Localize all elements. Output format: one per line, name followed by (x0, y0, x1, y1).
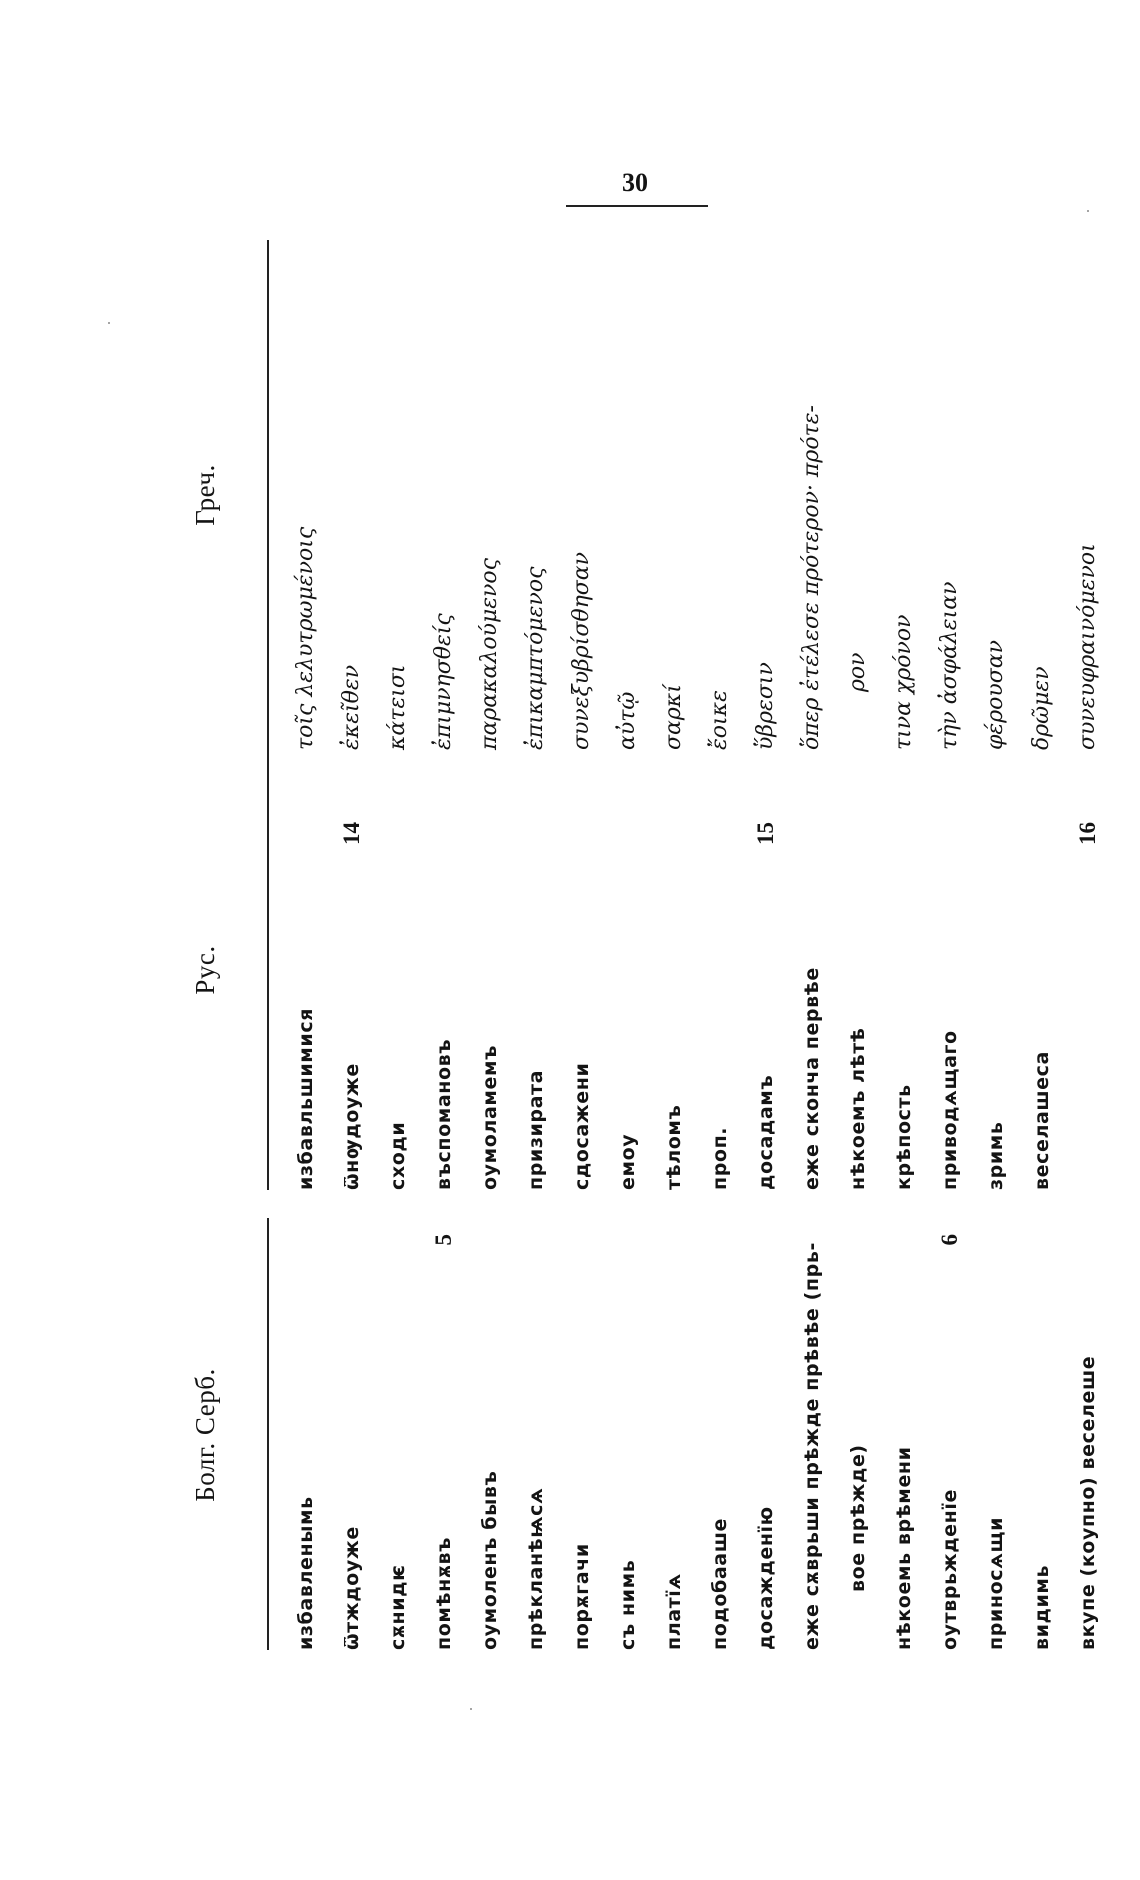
entry-text: ὅπερ ἐτέλεσε πρότερον· πρότε- (799, 405, 824, 750)
table-row (697, 240, 743, 750)
header-rule-greek (267, 240, 269, 750)
table-row (651, 1220, 697, 1650)
entry-text: оумоленъ бывъ (479, 1470, 501, 1650)
entry-text: досажденїю (755, 1506, 777, 1650)
table-row (881, 240, 927, 750)
entry-text: нѣкоемь врѣмени (893, 1446, 915, 1650)
table-row (467, 1220, 513, 1650)
table-row (651, 240, 697, 750)
table-row (605, 1220, 651, 1650)
entry-text: оумоламемъ (479, 1045, 501, 1190)
entry-text: ѿнѹдоуже (341, 1063, 363, 1190)
entry-text: емоу (617, 1133, 639, 1190)
entry-text: нѣкоемъ лѣтѣ (847, 1027, 869, 1190)
header-rule-bulgarian-serbian (267, 1218, 269, 1650)
table-row (421, 1220, 467, 1650)
column-header-greek: Греч. (190, 464, 220, 526)
rotated-comparison-table (190, 240, 1140, 1650)
entry-text: прѣкланѣѩсѧ (525, 1487, 547, 1650)
table-row (329, 750, 375, 1190)
table-row (651, 750, 697, 1190)
entry-text: κάτεισι (385, 664, 410, 750)
table-row (973, 1220, 1019, 1650)
entry-text: платїѧ (663, 1573, 685, 1650)
table-row (789, 240, 881, 750)
verse-number: 15 (753, 822, 778, 845)
rows-greek (283, 240, 1111, 845)
table-row (1019, 1220, 1065, 1650)
verse-number: 14 (339, 822, 364, 845)
table-row (375, 1220, 421, 1650)
entry-text: δρῶμεν (1029, 666, 1054, 750)
table-row (789, 1220, 881, 1650)
verse-number: 5 (431, 1234, 456, 1246)
entry-text: ἔοικε (707, 690, 732, 750)
entry-text: συνευφραινόμενοι (1075, 543, 1100, 750)
scan-speck (1087, 210, 1089, 212)
entry-text: ѿтждоуже (341, 1526, 363, 1650)
entry-text: еже сѫврьши прѣжде прѣвѣе (прь- (801, 1242, 823, 1650)
table-row (329, 240, 375, 845)
verse-number: 16 (1075, 822, 1100, 845)
table-row (697, 750, 743, 1190)
entry-text: еже сконча первѣе (801, 967, 823, 1190)
table-row (375, 240, 421, 750)
table-row (927, 240, 973, 750)
rows-russian (283, 750, 1065, 1190)
entry-text: призирата (525, 1069, 547, 1190)
table-row (973, 750, 1019, 1190)
page-number-rule (566, 205, 708, 207)
entry-text: τὴν ἀσφάλειαν (937, 581, 962, 750)
table-row (1065, 240, 1111, 845)
table-row (605, 240, 651, 750)
table-row (605, 750, 651, 1190)
header-rule-russian (267, 750, 269, 1190)
table-row (513, 1220, 559, 1650)
entry-text: видимь (1031, 1564, 1053, 1650)
entry-text: приносѧщи (985, 1516, 1007, 1650)
table-row (421, 750, 467, 1190)
entry-text: съ нимь (617, 1559, 639, 1650)
table-row (283, 750, 329, 1190)
table-row (421, 240, 467, 750)
entry-text: αὐτῷ (615, 691, 640, 750)
column-header-russian: Рус. (190, 945, 220, 995)
table-row (697, 1220, 743, 1650)
table-row (559, 240, 605, 750)
table-row (467, 240, 513, 750)
entry-text: проп. (709, 1126, 731, 1190)
table-row (513, 750, 559, 1190)
table-row (927, 1220, 973, 1650)
table-row (559, 1220, 605, 1650)
entry-text: τινα χρόνον (891, 614, 916, 750)
entry-text: συνεξυβρίσθησαν (569, 551, 594, 750)
table-row (467, 750, 513, 1190)
table-row (927, 750, 973, 1190)
entry-text: приводѧщаго (939, 1030, 961, 1190)
entry-text: τοῖς λελυτρωμένοις (293, 526, 318, 750)
entry-text: тѣломъ (663, 1104, 685, 1190)
entry-text: избавльшимися (295, 1008, 317, 1190)
entry-text: ἐπικαμπτόμενος (523, 566, 548, 750)
column-bulgarian-serbian (190, 1220, 236, 1650)
column-russian (190, 750, 236, 1190)
table-row (743, 240, 789, 845)
entry-continuation: ρον (845, 652, 870, 692)
table-row (881, 1220, 927, 1650)
entry-text: зримь (985, 1121, 1007, 1190)
table-row (881, 750, 927, 1190)
page-number: 30 (622, 168, 648, 197)
entry-text: крѣпость (893, 1084, 915, 1190)
entry-text: веселашеса (1031, 1051, 1053, 1190)
rows-bulgarian-serbian (283, 1220, 1111, 1650)
entry-text: сходи (387, 1121, 409, 1190)
entry-text: сѫнидѥ (387, 1564, 409, 1650)
table-row (835, 750, 881, 1190)
entry-text: порѫгачи (571, 1543, 593, 1650)
scan-speck (108, 322, 110, 324)
table-row (743, 750, 789, 1190)
table-row (789, 750, 835, 1190)
table-row (1019, 750, 1065, 1190)
column-greek (190, 240, 236, 750)
entry-text: ἐπιμνησθείς (431, 613, 456, 750)
table-row (513, 240, 559, 750)
table-row (1019, 240, 1065, 750)
entry-text: ἐκεῖθεν (339, 664, 364, 750)
entry-text: подобааше (709, 1518, 731, 1650)
entry-text: ὕβρεσιν (753, 662, 778, 750)
entry-text: оутврьжденїе (939, 1489, 961, 1650)
entry-text: παρακαλούμενος (477, 558, 502, 750)
scan-speck (470, 1708, 472, 1710)
table-row (973, 240, 1019, 750)
table-row (1065, 1220, 1111, 1650)
entry-text: φέρουσαν (983, 639, 1008, 750)
table-row (329, 1220, 375, 1650)
entry-text: сдосажени (571, 1062, 593, 1190)
entry-text: σαρκί (661, 684, 686, 750)
table-row (283, 240, 329, 750)
verse-number: 6 (937, 1234, 962, 1246)
entry-text: вкупе (коупно) веселеше (1077, 1355, 1099, 1650)
table-row (559, 750, 605, 1190)
column-header-bulgarian-serbian: Болг. Серб. (190, 1368, 220, 1502)
entry-text: помѣнѫвъ (433, 1537, 455, 1650)
entry-text: въспомановъ (433, 1038, 455, 1190)
entry-text: избавленымь (295, 1496, 317, 1650)
table-row (375, 750, 421, 1190)
entry-continuation: вое прѣжде) (847, 1444, 869, 1592)
entry-text: досадамъ (755, 1074, 777, 1190)
table-row (283, 1220, 329, 1650)
table-row (743, 1220, 789, 1650)
